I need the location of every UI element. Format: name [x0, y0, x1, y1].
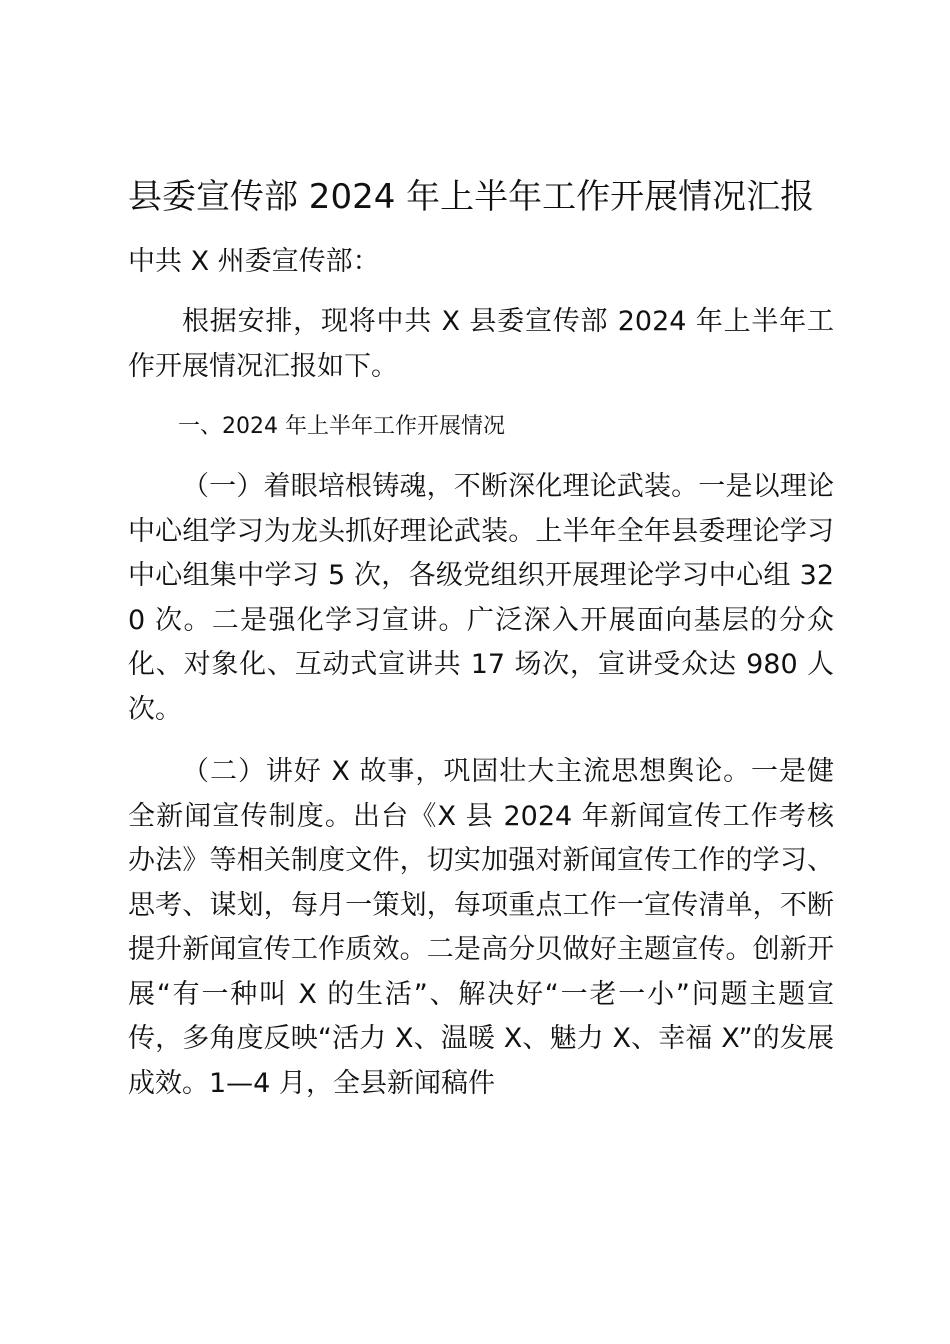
document-title: 县委宣传部 2024 年上半年工作开展情况汇报 [128, 177, 815, 217]
paragraph-news-publicity: （二）讲好 X 故事，巩固壮大主流思想舆论。一是健全新闻宣传制度。出台《X 县 2024 年新闻宣传工作考核办法》等相关制度文件，切实加强对新闻宣传工作的学习、思考、谋划，每月一策划，每项重点工作一宣传清单，不断提升新闻宣传工作质效。二是高分贝做好主题宣传。创新开展“有一种叫 X 的生活”、解决好“一老一小”问题主题宣传，多角度反映“活力 X、温暖 X、魅力 X、幸福 X”的发展成效。1—4 月，全县新闻稿件 [128, 756, 834, 1099]
section-heading: 一、2024 年上半年工作开展情况 [178, 414, 505, 439]
paragraph-theory-study: （一）着眼培根铸魂，不断深化理论武装。一是以理论中心组学习为龙头抓好理论武装。上半年全年县委理论学习中心组集中学习 5 次，各级党组织开展理论学习中心组 320 次。二是强化学习宣讲。广泛深入开展面向基层的分众化、对象化、互动式宣讲共 17 场次，宣讲受众达 980 人次。 [128, 471, 834, 725]
intro-paragraph: 根据安排，现将中共 X 县委宣传部 2024 年上半年工作开展情况汇报如下。 [128, 306, 834, 382]
salutation: 中共 X 州委宣传部： [128, 246, 380, 277]
